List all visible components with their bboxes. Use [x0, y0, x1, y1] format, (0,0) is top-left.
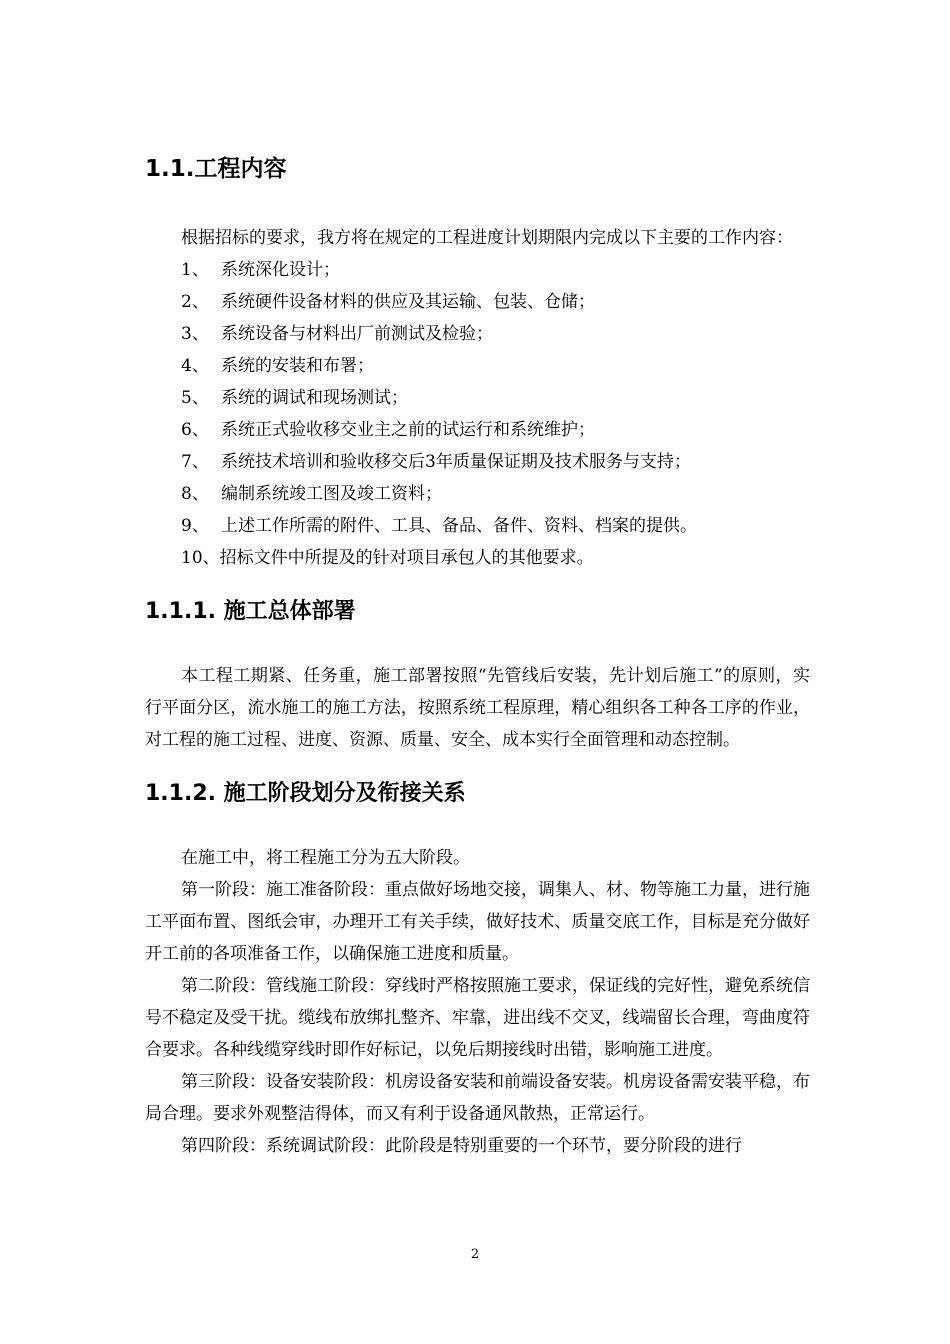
- list-item: [145, 382, 810, 414]
- list-item-number: 5、: [181, 388, 209, 408]
- list-item-text: 系统的安装和布署；: [221, 356, 374, 376]
- section-heading-1-1: 1.1.工程内容: [145, 156, 287, 182]
- list-item-text: 编制系统竣工图及竣工资料；: [221, 484, 442, 504]
- list-item-text: 系统硬件设备材料的供应及其运输、包装、仓储；: [221, 292, 595, 312]
- body-paragraph: 在施工中，将工程施工分为五大阶段。: [181, 848, 470, 868]
- section-heading-1-1-2: 1.1.2. 施工阶段划分及衔接关系: [145, 781, 466, 806]
- body-paragraph: 第一阶段：施工准备阶段：重点做好场地交接，调集人、材、物等施工力量，进行施工平面布置、图纸会审，办理开工有关手续，做好技术、质量交底工作，目标是充分做好开工前的各项准备工作，以确保施工进度和质量。: [145, 880, 810, 964]
- list-item: [145, 414, 810, 446]
- list-item-number: 9、: [181, 516, 209, 536]
- page-content: [145, 150, 810, 1162]
- list-item-text: 系统深化设计；: [221, 260, 340, 280]
- list-item-number: 10、: [181, 548, 220, 568]
- list-item: [145, 254, 810, 286]
- list-item: [145, 446, 810, 478]
- list-item: [145, 542, 810, 574]
- list-item-text: 招标文件中所提及的针对项目承包人的其他要求。: [219, 548, 594, 568]
- list-item-text: 系统的调试和现场测试；: [221, 388, 408, 408]
- list-item-text: 上述工作所需的附件、工具、备品、备件、资料、档案的提供。: [221, 516, 697, 536]
- intro-paragraph: 根据招标的要求，我方将在规定的工程进度计划期限内完成以下主要的工作内容：: [181, 228, 793, 248]
- list-item: [145, 510, 810, 542]
- deployment-paragraph: 本工程工期紧、任务重，施工部署按照“先管线后安装，先计划后施工”的原则，实行平面分区，流水施工的施工方法，按照系统工程原理，精心组织各工种各工序的作业，对工程的施工过程、进度、资源、质量、安全、成本实行全面管理和动态控制。: [145, 666, 810, 750]
- list-item-text: 系统正式验收移交业主之前的试运行和系统维护；: [221, 420, 595, 440]
- list-item-number: 3、: [181, 324, 209, 344]
- list-item-number: 8、: [181, 484, 209, 504]
- section-heading-1-1-1: 1.1.1. 施工总体部署: [145, 599, 356, 624]
- work-item-list: [145, 254, 810, 574]
- list-item-number: 2、: [181, 292, 209, 312]
- list-item: [145, 350, 810, 382]
- list-item-text: 系统技术培训和验收移交后3年质量保证期及技术服务与支持；: [221, 452, 691, 472]
- list-item-number: 1、: [181, 260, 209, 280]
- list-item: [145, 318, 810, 350]
- list-item: [145, 286, 810, 318]
- list-item: [145, 478, 810, 510]
- body-paragraph: 第三阶段：设备安装阶段：机房设备安装和前端设备安装。机房设备需安装平稳，布局合理。要求外观整洁得体，而又有利于设备通风散热，正常运行。: [145, 1072, 810, 1124]
- list-item-text: 系统设备与材料出厂前测试及检验；: [221, 324, 493, 344]
- body-paragraph: 第二阶段：管线施工阶段：穿线时严格按照施工要求，保证线的完好性，避免系统信号不稳定及受干扰。缆线布放绑扎整齐、牢靠，进出线不交叉，线端留长合理，弯曲度符合要求。各种线缆穿线时即作好标记，以免后期接线时出错，影响施工进度。: [145, 976, 810, 1060]
- list-item-number: 6、: [181, 420, 209, 440]
- list-item-number: 7、: [181, 452, 209, 472]
- page-number: 2: [470, 1247, 480, 1262]
- body-paragraph: 第四阶段：系统调试阶段：此阶段是特别重要的一个环节，要分阶段的进行: [181, 1136, 742, 1156]
- list-item-number: 4、: [181, 356, 209, 376]
